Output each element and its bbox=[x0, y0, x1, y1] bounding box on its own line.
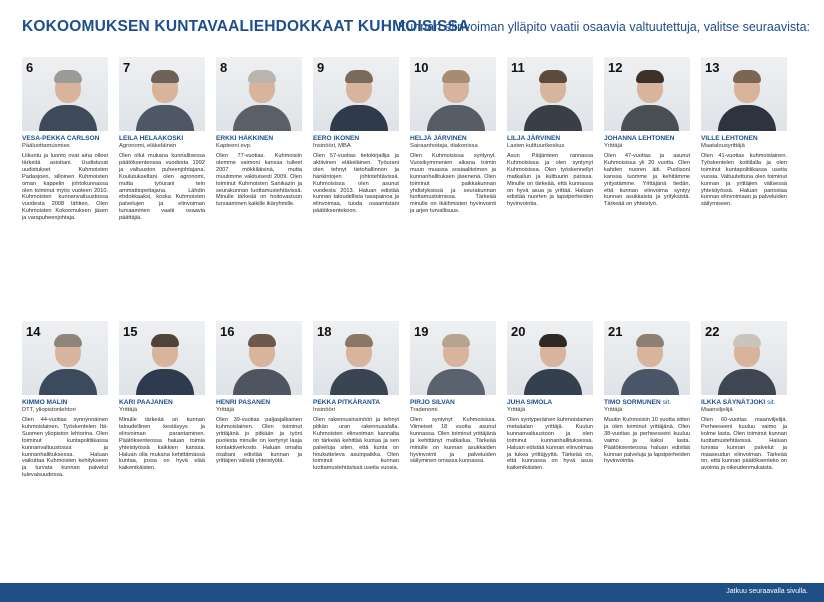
candidate-bio: Olen 77-vuotias. Kuhmoisiin olemme vaimoni kanssa tulleet 2007 mökkiläisinä, mutta muutimme vakituisesti 2009. Olen toiminut Kuhmoisten Sanikazin ja seurakunnan luottamustehtävissä. Minulle tärkeää on hoitovastuun turvaaminen kaikille ikäryhmille. bbox=[216, 153, 302, 208]
photo-hair bbox=[54, 70, 82, 83]
candidate-card bbox=[410, 321, 496, 571]
footer-text: Jatkuu seuraavalla sivulla. bbox=[726, 588, 808, 595]
candidate-number: 7 bbox=[123, 60, 131, 75]
candidate-photo bbox=[216, 321, 302, 395]
candidate-number: 20 bbox=[511, 324, 526, 339]
photo-hair bbox=[733, 70, 761, 83]
candidate-photo bbox=[604, 321, 690, 395]
candidate-card bbox=[216, 57, 302, 307]
candidate-name-text: JOHANNA LEHTONEN bbox=[604, 135, 675, 142]
candidate-card bbox=[22, 57, 108, 307]
photo-hair bbox=[248, 334, 276, 347]
candidate-occupation: Lasten kulttuurikeskus bbox=[507, 143, 565, 149]
candidate-name-text: PEKKA PITKÄRANTA bbox=[313, 399, 381, 406]
candidate-bio: Olen 44-vuotias synnynnäinen kuhmoislainen. Työskentelen Itä-Suomen yliopiston lehtorina. Olen toiminut kuntapolitiikassa kunnanvaltuustossa ja kunnanhallituksessa. Haluan vaikuttaa Kuhmoisten kehitykseen ja turvata kunnan palvelut tulevaisuudessa. bbox=[22, 417, 108, 479]
candidate-name-text: JUHA SIMOLA bbox=[507, 399, 553, 406]
candidate-card bbox=[313, 57, 399, 307]
candidate-bio: Muutin Kuhmoisiin 10 vuotta sitten ja olen toiminut yrittäjänä. Olen 38-vuotias ja perheeseeni kuuluu vaimo ja kaksi lasta. Päätöksenteossa haluan edistää kunnan palveluja ja lapsiperheiden hyvinvointia. bbox=[604, 417, 690, 465]
candidate-bio: Olen syntynyt Kuhmoisissa. Viimeiset 18 vuotta asunut kunnassa. Olen toiminut yrittäjänä ja kehittänyt matkailua. Tärkeää minulle on kunnan asukkaiden hyvinvointi ja palveluiden säilyminen omassa kunnassa. bbox=[410, 417, 496, 465]
candidate-name bbox=[22, 399, 108, 407]
candidate-name bbox=[701, 135, 787, 143]
candidate-number: 22 bbox=[705, 324, 720, 339]
candidate-number: 16 bbox=[220, 324, 235, 339]
candidate-name-text: KARI PAAJANEN bbox=[119, 399, 173, 406]
candidate-bio: Olen ollut mukana kunnallisessa päätöksenteossa vuodesta 1992 ja valtuuston puheenjohtajana. Koulutukseltani olen agronomi, mutta työurani tein ammattiopettajana. Lähdin ehdokkaaksi, koska Kuhmoisten palvelujen ja elinvoiman turvaaminen vaatii osaavia päättäjiä. bbox=[119, 153, 205, 222]
candidate-card bbox=[701, 321, 787, 571]
candidate-bio: Olen syntyperäinen kuhmoislainen metsäalan yrittäjä. Kuulun kunnanvaltuustoon ja olen toiminut kunnanhallituksessa. Haluan edistää kunnan elinvoimaa ja tukea yrittäjyyttä. Tärkeää on, että kunnassa on hyvä asua kaikenikäisten. bbox=[507, 417, 593, 472]
candidate-name bbox=[604, 135, 690, 143]
candidate-row-2 bbox=[22, 321, 802, 571]
photo-shoulders bbox=[136, 369, 194, 395]
candidate-photo bbox=[507, 57, 593, 131]
photo-hair bbox=[54, 334, 82, 347]
candidate-name bbox=[313, 399, 399, 407]
candidate-photo bbox=[701, 57, 787, 131]
candidate-name bbox=[701, 399, 787, 407]
footer-bar bbox=[0, 583, 824, 602]
candidate-name-text: EERO IKONEN bbox=[313, 135, 360, 142]
candidate-card bbox=[604, 57, 690, 307]
candidate-name bbox=[22, 135, 108, 143]
candidate-card bbox=[313, 321, 399, 571]
candidate-number: 6 bbox=[26, 60, 34, 75]
page-title: KOKOOMUKSEN KUNTAVAALIEHDOKKAAT KUHMOISISSA bbox=[22, 18, 470, 35]
candidate-number: 10 bbox=[414, 60, 429, 75]
photo-hair bbox=[539, 334, 567, 347]
candidate-photo bbox=[507, 321, 593, 395]
candidate-name bbox=[216, 399, 302, 407]
candidate-number: 21 bbox=[608, 324, 623, 339]
photo-shoulders bbox=[718, 105, 776, 131]
candidate-card bbox=[507, 321, 593, 571]
candidate-occupation: DTT, yliopistonlehtori bbox=[22, 407, 76, 413]
candidate-name-text: VILLE LEHTONEN bbox=[701, 135, 758, 142]
candidate-number: 19 bbox=[414, 324, 429, 339]
candidate-card bbox=[119, 321, 205, 571]
photo-shoulders bbox=[233, 369, 291, 395]
candidate-name bbox=[507, 135, 593, 143]
photo-shoulders bbox=[718, 369, 776, 395]
candidate-occupation: Maanviljelijä bbox=[701, 407, 733, 413]
candidate-occupation: Yrittäjä bbox=[604, 143, 623, 149]
candidate-photo bbox=[701, 321, 787, 395]
photo-hair bbox=[636, 334, 664, 347]
candidate-bio: Olen Kuhmoisissa syntynyt. Vuosikymmenien aikana toimin muun muassa sosiaalitoimen ja kunnanhallituksen jäsenenä. Olen toiminut paikkakunnan yhdistyksissä ja seurakunnan luottamustoimissa. Tärkeää minulle on ikäihmisten hyvinvointi ja arjen turvallisuus. bbox=[410, 153, 496, 215]
candidate-photo bbox=[216, 57, 302, 131]
candidate-party: sit. bbox=[662, 399, 672, 406]
candidate-number: 14 bbox=[26, 324, 41, 339]
photo-shoulders bbox=[39, 105, 97, 131]
candidate-photo bbox=[410, 57, 496, 131]
candidate-name bbox=[216, 135, 302, 143]
candidate-photo bbox=[119, 57, 205, 131]
candidate-occupation: Maatalousyrittäjä bbox=[701, 143, 745, 149]
candidate-occupation: Yrittäjä bbox=[604, 407, 623, 413]
candidate-bio: Olen rakennusinsinööri ja tehnyt pitkän uran rakennusalalla. Kuhmoisten elinvoiman kannalta on tärkeää kehittää kuntaa ja sen palveluja siten, että kunta on houkutteleva asuinpaikka. Olen toiminut kunnan luottamustehtävissä useita vuosia. bbox=[313, 417, 399, 472]
candidate-number: 13 bbox=[705, 60, 720, 75]
candidate-bio: Olen 57-vuotias tietokirjailija ja aktiivinen eläkeläinen. Työurani olen tehnyt tietohallinnon ja hankintojen johtotehtävissä. Kuhmoisissa olen asunut vuodesta 2013. Haluan edistää kunnan taloudellista tasapainoa ja elinvoimaa, tuoda osaamistani päätöksentekoon. bbox=[313, 153, 399, 215]
candidate-number: 18 bbox=[317, 324, 332, 339]
photo-hair bbox=[151, 334, 179, 347]
candidate-card bbox=[22, 321, 108, 571]
candidate-occupation: Tradenomi bbox=[410, 407, 438, 413]
candidate-photo bbox=[313, 57, 399, 131]
photo-shoulders bbox=[524, 369, 582, 395]
candidate-bio: Olen 39-vuotias paljasjalkainen kuhmoislainen. Olen toiminut yrittäjänä jo pitkään ja työni puolesta minulle on kertynyt laaja kontaktiverkosto. Haluan omalta osaltani edistää kunnan ja yrittäjien välistä yhteistyötä. bbox=[216, 417, 302, 465]
candidate-card bbox=[507, 57, 593, 307]
photo-shoulders bbox=[39, 369, 97, 395]
candidate-card bbox=[701, 57, 787, 307]
candidate-photo bbox=[22, 57, 108, 131]
photo-hair bbox=[345, 334, 373, 347]
candidate-name bbox=[604, 399, 690, 407]
photo-shoulders bbox=[330, 369, 388, 395]
candidate-photo bbox=[604, 57, 690, 131]
candidate-row-1 bbox=[22, 57, 802, 307]
candidate-occupation: Yrittäjä bbox=[216, 407, 235, 413]
candidate-card bbox=[604, 321, 690, 571]
photo-hair bbox=[442, 70, 470, 83]
candidate-card bbox=[119, 57, 205, 307]
candidate-name-text: TIMO SORMUNEN bbox=[604, 399, 661, 406]
candidate-bio: Olen 41-vuotias kuhmoislainen. Työskentelen kotitilalla ja olen toiminut kuntapolitiikassa useita vuosia. Valtuutettuna olen toiminut kunnan ja yrittäjien välisessä yhteistyössä. Haluan panostaa kunnan elinvoimaan ja palveluiden säilymiseen. bbox=[701, 153, 787, 208]
page-header bbox=[0, 0, 824, 44]
candidate-photo bbox=[119, 321, 205, 395]
candidate-bio: Liikuntu ja luonto ovat aina olleet tärkeitä asioitani. Uudistuvat uudistukset Kuhmoisten Padasjoen, silloinen Kuhmoisten oman kappelin johtokunnassa olen toiminut myös vuoteen 2010. Kuhmoisten kunnanvaltuustossa vuodesta 2008 lähtien. Olen Kuhmoisten Kokoomuksen jäsen ja varapuheenjohtaja. bbox=[22, 153, 108, 222]
photo-hair bbox=[248, 70, 276, 83]
candidate-occupation: Insinööri bbox=[313, 407, 335, 413]
candidate-occupation: Kapteeni evp. bbox=[216, 143, 252, 149]
candidate-name-text: PIRJO SILVAN bbox=[410, 399, 455, 406]
candidate-name-text: HENRI PASANEN bbox=[216, 399, 271, 406]
candidate-photo bbox=[313, 321, 399, 395]
photo-hair bbox=[733, 334, 761, 347]
candidate-name bbox=[119, 135, 205, 143]
candidate-bio: Olen 47-vuotias ja asunut Kuhmoisissa yli 20 vuotta. Olen kahden nuoren äiti. Puolisoni kanssa luomme ja kehitämme yritystämme. Yrittäjänä tiedän, että kunnan elinvoima syntyy kunnan asukkaista ja yrityksistä. Tärkeää on yhteistyö. bbox=[604, 153, 690, 208]
candidate-name bbox=[119, 399, 205, 407]
candidate-number: 9 bbox=[317, 60, 325, 75]
candidate-name-text: HELJÄ JÄRVINEN bbox=[410, 135, 467, 142]
candidate-name bbox=[410, 135, 496, 143]
photo-shoulders bbox=[136, 105, 194, 131]
candidate-number: 15 bbox=[123, 324, 138, 339]
candidate-bio: Olen 60-vuotias maanviljelijä. Perheeseeni kuuluu vaimo ja kolme lasta. Olen toiminut kunnan luottamustehtävissä. Haluan turvata kunnan palvelut ja maaseudun elinvoiman. Tärkeää on, että kunnan päätöksenteko on avointa ja oikeudenmukaista. bbox=[701, 417, 787, 472]
candidate-occupation: Agronomi, eläkeläinen bbox=[119, 143, 177, 149]
candidate-name bbox=[313, 135, 399, 143]
candidate-name-text: LEILA HELAAKOSKI bbox=[119, 135, 184, 142]
photo-hair bbox=[345, 70, 373, 83]
candidate-photo bbox=[410, 321, 496, 395]
candidate-occupation: Insinööri, MBA bbox=[313, 143, 351, 149]
photo-hair bbox=[151, 70, 179, 83]
candidate-name bbox=[410, 399, 496, 407]
candidate-name-text: ERKKI HÄKKINEN bbox=[216, 135, 274, 142]
candidate-bio: Asun Päijänteen rannassa Kuhmoisissa ja olen syntynyt Kuhmoisissa. Olen työskennellyt matkailun ja kulttuurin parissa. Minulle on tärkeää, että kunnassa on hyvä asua ja yrittää. Haluan edistää nuorten ja lapsiperheiden hyvinvointia. bbox=[507, 153, 593, 208]
candidate-occupation: Yrittäjä bbox=[507, 407, 526, 413]
photo-shoulders bbox=[427, 105, 485, 131]
candidate-occupation: Sairaanhoitaja, diakonissa bbox=[410, 143, 478, 149]
candidate-name bbox=[507, 399, 593, 407]
photo-shoulders bbox=[330, 105, 388, 131]
photo-shoulders bbox=[233, 105, 291, 131]
page-subtitle: Kunnan elinvoiman ylläpito vaatii osaavia valtuutettuja, valitse seuraavista: bbox=[397, 20, 810, 34]
photo-shoulders bbox=[621, 105, 679, 131]
candidate-photo bbox=[22, 321, 108, 395]
candidate-name-text: ILKKA SÄYNÄTJOKI bbox=[701, 399, 766, 406]
candidate-name-text: LILJA JÄRVINEN bbox=[507, 135, 561, 142]
candidate-party: sit. bbox=[767, 399, 776, 406]
photo-hair bbox=[442, 334, 470, 347]
photo-hair bbox=[539, 70, 567, 83]
candidate-number: 12 bbox=[608, 60, 623, 75]
photo-shoulders bbox=[524, 105, 582, 131]
candidate-occupation: Yrittäjä bbox=[119, 407, 138, 413]
candidate-name-text: KIMMO MALIN bbox=[22, 399, 68, 406]
candidate-card bbox=[216, 321, 302, 571]
candidate-card bbox=[410, 57, 496, 307]
photo-shoulders bbox=[621, 369, 679, 395]
photo-hair bbox=[636, 70, 664, 83]
candidate-occupation: Pääluottamusmies bbox=[22, 143, 70, 149]
candidate-bio: Minulle tärkeää on kunnan taloudellinen kestävyys ja elinvoiman parantaminen. Päätöksenteossa haluan toimia yhteistyössä kaikkien kanssa. Haluan olla mukana kehittämässä kuntaa, jossa on hyvä elää kaikenikäisten. bbox=[119, 417, 205, 472]
candidate-number: 8 bbox=[220, 60, 228, 75]
candidate-name-text: VESA-PEKKA CARLSON bbox=[22, 135, 100, 142]
candidate-number: 11 bbox=[511, 60, 525, 75]
photo-shoulders bbox=[427, 369, 485, 395]
